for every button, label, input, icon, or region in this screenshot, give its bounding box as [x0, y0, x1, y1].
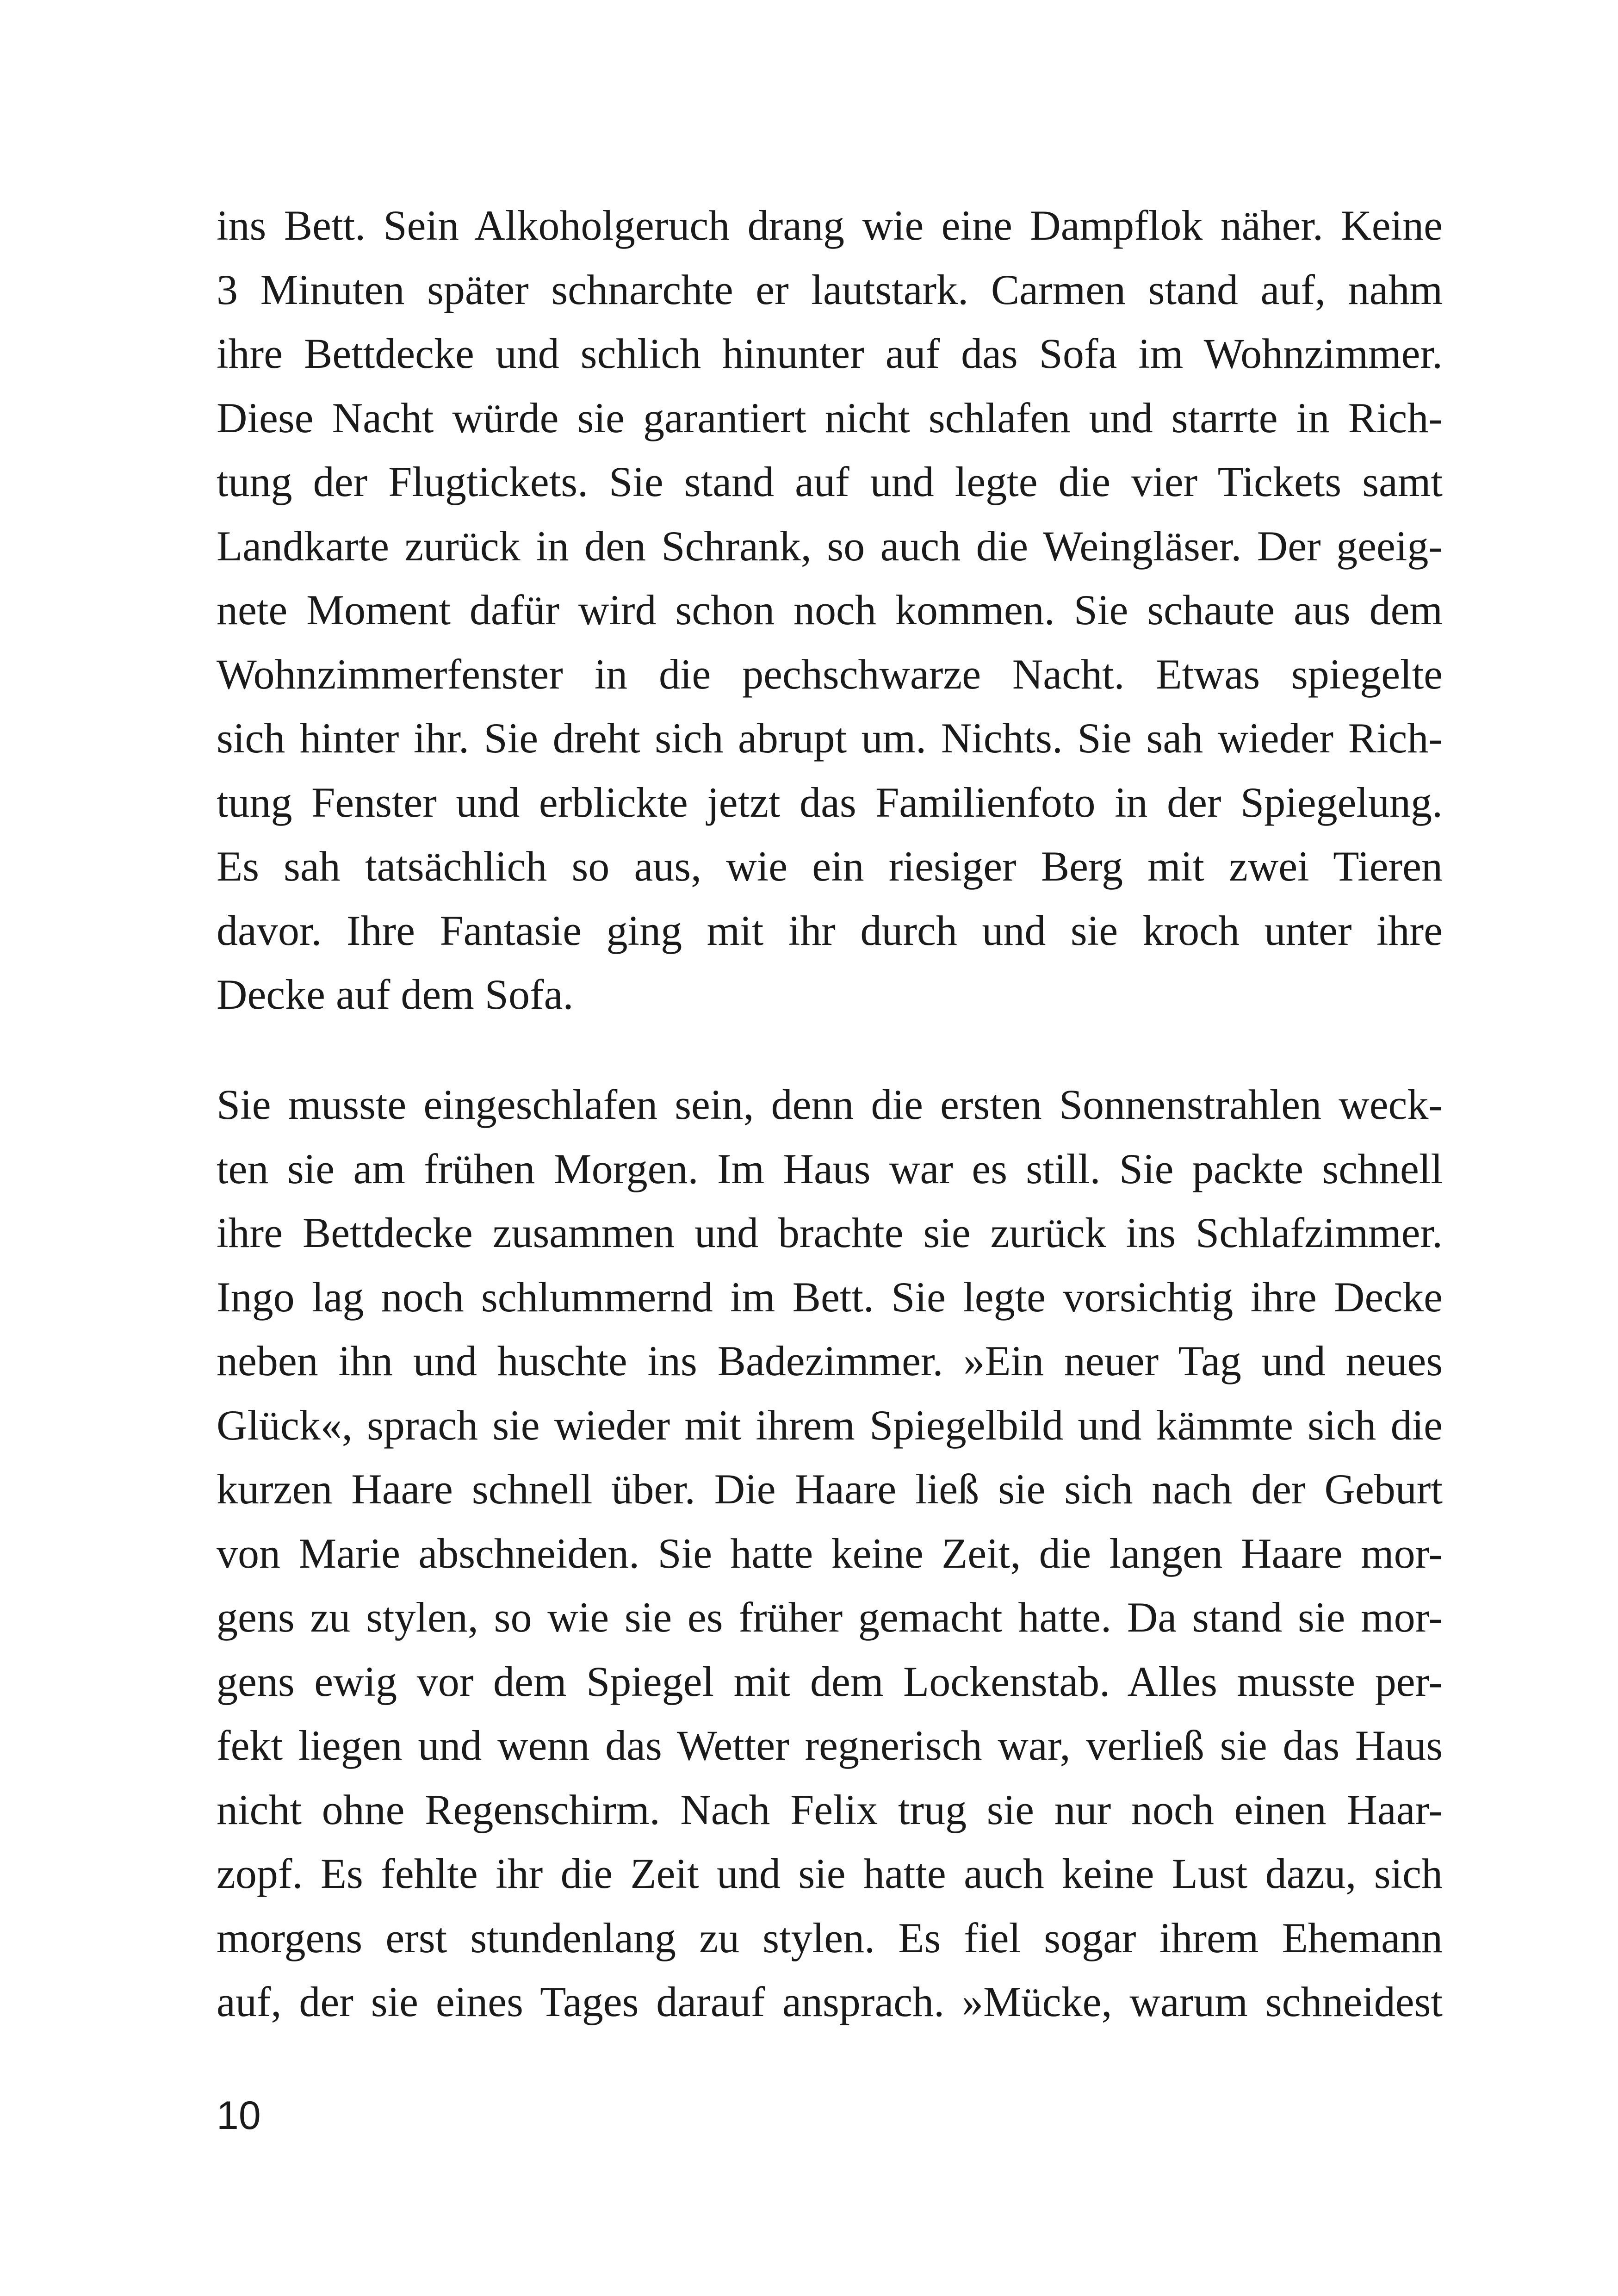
paragraph-line: fekt liegen und wenn das Wetter regnerisch war, verließ sie das Haus [217, 1722, 1443, 1769]
paragraph-line: davor. Ihre Fantasie ging mit ihr durch und sie kroch unter ihre [217, 906, 1443, 954]
paragraph-line: neben ihn und huschte ins Badezimmer. »Ein neuer Tag und neues [217, 1337, 1443, 1384]
paragraph-line: von Marie abschneiden. Sie hatte keine Zeit, die langen Haare mor- [217, 1529, 1443, 1577]
paragraph-line: auf, der sie eines Tages darauf ansprach. »Mücke, warum schneidest [217, 1978, 1443, 2025]
paragraph-line: ten sie am frühen Morgen. Im Haus war es still. Sie packte schnell [217, 1145, 1443, 1192]
paragraph-line: ins Bett. Sein Alkoholgeruch drang wie eine Dampflok näher. Keine [217, 202, 1443, 249]
page-number: 10 [217, 2093, 261, 2138]
paragraph-line: Wohnzimmerfenster in die pechschwarze Nacht. Etwas spiegelte [217, 650, 1443, 698]
paragraph-1 [217, 193, 1443, 1027]
paragraph-line: Ingo lag noch schlummernd im Bett. Sie legte vorsichtig ihre Decke [217, 1273, 1443, 1321]
paragraph-line: 3 Minuten später schnarchte er lautstark. Carmen stand auf, nahm [217, 266, 1443, 313]
paragraph-line: morgens erst stundenlang zu stylen. Es fiel sogar ihrem Ehemann [217, 1914, 1443, 1961]
paragraph-line: Decke auf dem Sofa. [217, 971, 574, 1018]
paragraph-line: zopf. Es fehlte ihr die Zeit und sie hatte auch keine Lust dazu, sich [217, 1850, 1443, 1897]
paragraph-line: Diese Nacht würde sie garantiert nicht schlafen und starrte in Rich- [217, 394, 1443, 441]
paragraph-line: tung Fenster und erblickte jetzt das Familienfoto in der Spiegelung. [217, 778, 1443, 826]
paragraph-line: Es sah tatsächlich so aus, wie ein riesiger Berg mit zwei Tieren [217, 843, 1443, 890]
paragraph-line: sich hinter ihr. Sie dreht sich abrupt um. Nichts. Sie sah wieder Rich- [217, 714, 1443, 762]
paragraph-line: ihre Bettdecke und schlich hinunter auf das Sofa im Wohnzimmer. [217, 330, 1443, 377]
paragraph-line: Sie musste eingeschlafen sein, denn die ersten Sonnenstrahlen weck- [217, 1081, 1443, 1128]
paragraph-line: nicht ohne Regenschirm. Nach Felix trug sie nur noch einen Haar- [217, 1786, 1443, 1833]
paragraph-line: gens ewig vor dem Spiegel mit dem Lockenstab. Alles musste per- [217, 1657, 1443, 1705]
paragraph-line: gens zu stylen, so wie sie es früher gemacht hatte. Da stand sie mor- [217, 1594, 1443, 1641]
paragraph-line: Glück«, sprach sie wieder mit ihrem Spiegelbild und kämmte sich die [217, 1401, 1443, 1449]
paragraph-line: Landkarte zurück in den Schrank, so auch die Weingläser. Der geeig- [217, 522, 1443, 570]
paragraph-2 [217, 1073, 1443, 2034]
paragraph-line: kurzen Haare schnell über. Die Haare ließ sie sich nach der Geburt [217, 1465, 1443, 1513]
paragraph-line: nete Moment dafür wird schon noch kommen. Sie schaute aus dem [217, 586, 1443, 633]
paragraph-line: tung der Flugtickets. Sie stand auf und legte die vier Tickets samt [217, 458, 1443, 505]
paragraph-line: ihre Bettdecke zusammen und brachte sie zurück ins Schlafzimmer. [217, 1209, 1443, 1256]
